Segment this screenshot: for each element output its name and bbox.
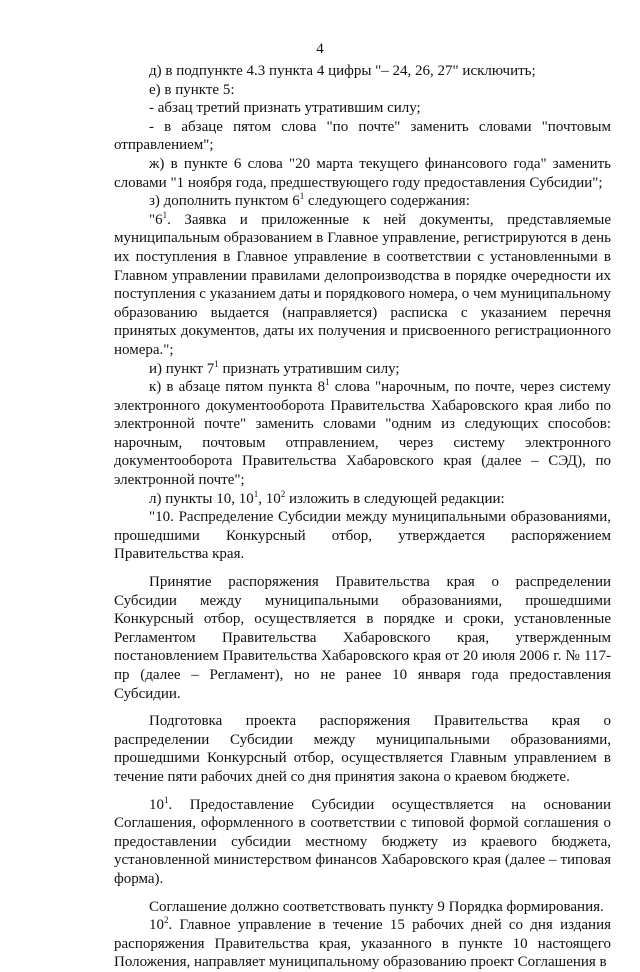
- paragraph-p8: [114, 360, 611, 379]
- text-run: е) в пункте 5:: [149, 81, 235, 98]
- text-run: Соглашение должно соответствовать пункту 9 Порядка формирования.: [149, 898, 604, 915]
- paragraph-p14: [114, 796, 611, 889]
- paragraph-p5: [114, 155, 611, 192]
- text-run: "10. Распределение Субсидии между муниципальными образованиями, прошедшими Конкурсный отбор, утверждается распоряжением Правительства края.: [114, 509, 611, 563]
- superscript: 1: [253, 488, 259, 499]
- document-body: [114, 62, 611, 972]
- paragraph-p13: [114, 712, 611, 786]
- paragraph-p15: [114, 898, 611, 917]
- superscript: 1: [299, 191, 305, 202]
- paragraph-p6: [114, 192, 611, 211]
- superscript: 1: [162, 209, 168, 220]
- paragraph-p10: [114, 490, 611, 509]
- text-run: ж) в пункте 6 слова "20 марта текущего финансового года" заменить словами "1 ноября года, предшествующего году предоставления Субсидии";: [114, 155, 611, 191]
- paragraph-p4: [114, 118, 611, 155]
- text-run: изложить в следующей редакции:: [285, 490, 505, 507]
- text-run: 10: [149, 796, 164, 813]
- text-run: . Главное управление в течение 15 рабочих дней со дня издания распоряжения Правительства края, указанного в пункте 10 настоящего Положения, направляет муниципальному образованию проект Соглашения в: [114, 917, 611, 971]
- superscript: 2: [164, 915, 169, 926]
- text-run: д) в подпункте 4.3 пункта 4 цифры "– 24, 26, 27" исключить;: [149, 63, 536, 79]
- superscript: 1: [325, 377, 330, 388]
- superscript: 2: [280, 488, 286, 499]
- paragraph-p16: [114, 916, 611, 972]
- text-run: л) пункты 10, 10: [149, 490, 254, 507]
- text-run: и) пункт 7: [149, 360, 215, 377]
- text-run: - в абзаце пятом слова "по почте" заменить словами "почтовым отправлением";: [114, 118, 611, 154]
- text-run: з) дополнить пунктом 6: [149, 193, 300, 210]
- text-run: "6: [149, 211, 163, 228]
- paragraph-p11: [114, 508, 611, 564]
- text-run: Принятие распоряжения Правительства края о распределении Субсидии между муниципальными образованиями, прошедшими Конкурсный отбор, осуществляется в порядке и сроки, установленные Регламентом Правительства Хабаровского края, утвержденным постановлением Правительства Хабаровского края от 20 июля 2006 г. № 117-пр (далее – Регламент), но не ранее 10 января года предоставления Субсидии.: [114, 574, 611, 702]
- superscript: 1: [164, 794, 169, 805]
- paragraph-p2: [114, 81, 611, 100]
- text-run: . Заявка и приложенные к ней документы, представляемые муниципальным образованием в Главное управление, регистрируются в день их поступления в Главное управление в соответствии с установленными в Главном управлении правилами делопроизводства в порядке очередности их поступления с указанием даты и порядкового номера, о чем муниципальному образованию выдается (направляется) расписка с указанием перечня принятых документов, даты их получения и присвоенного регистрационного номера.";: [114, 211, 611, 358]
- text-run: , 10: [258, 490, 281, 507]
- text-run: - абзац третий признать утратившим силу;: [149, 100, 421, 117]
- text-run: Подготовка проекта распоряжения Правительства края о распределении Субсидии между муниципальными образованиями, прошедшими Конкурсный отбор, осуществляется Главным управлением в течение пяти рабочих дней со дня принятия закона о краевом бюджете.: [114, 713, 611, 785]
- paragraph-p12: [114, 573, 611, 703]
- superscript: 1: [214, 358, 219, 369]
- paragraph-p1: [114, 62, 611, 81]
- page-number: 4: [316, 41, 324, 57]
- text-run: признать утратившим силу;: [218, 360, 400, 377]
- text-run: слова "нарочным, по почте, через систему электронного документооборота Правительства Хабаровского края либо по электронной почте" заменить словами "одним из следующих способов: нарочным, почтовым отправлением, через систему электронного документооборота Правительства Хабаровского края (далее – СЭД), по электронной почте";: [114, 379, 611, 489]
- paragraph-p7: [114, 211, 611, 360]
- paragraph-p3: [114, 99, 611, 118]
- text-run: . Предоставление Субсидии осуществляется на основании Соглашения, оформленного в соответствии с типовой формой соглашения о предоставлении субсидии местному бюджету из краевого бюджета, установленной министерством финансов Хабаровского края (далее – типовая форма).: [114, 796, 611, 887]
- text-run: следующего содержания:: [304, 193, 470, 210]
- paragraph-p9: [114, 378, 611, 490]
- text-run: к) в абзаце пятом пункта 8: [149, 379, 326, 396]
- text-run: 10: [149, 917, 164, 934]
